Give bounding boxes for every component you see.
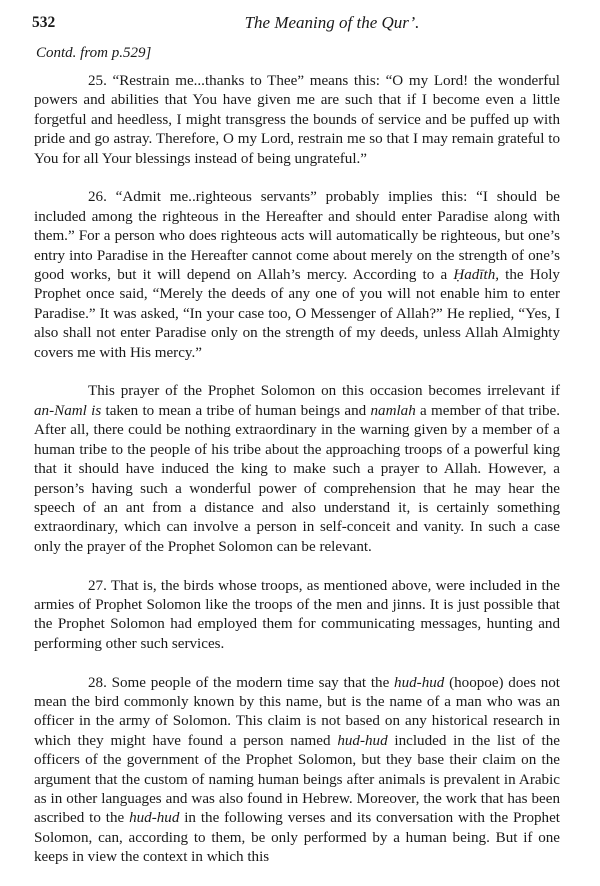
commentary-text: [34, 72, 560, 868]
page-header: [32, 14, 572, 36]
hud-hud-term: hud-hud: [394, 674, 445, 691]
note-text: included in the list of the officers of the government of the Prophet Solomon, but they base their claim on the argument that the custom of naming human beings after animals is prevalent in Arabic as in other languages and was also found in Hebrew. Moreover, the work that has been ascribed to the: [34, 732, 560, 827]
note-text: the Holy Prophet once said, “Merely the deeds of any one of you will not enable him to enter Paradise.” It was asked, “In your case too, O Messenger of Allah?” He replied, “Yes, I also shall not enter Paradise only on the strength of my deeds, unless Allah Almighty covers me with His mercy.”: [34, 267, 560, 361]
an-naml-term: an-Naml: [34, 402, 87, 419]
running-title: The Meaning of the Qur’.: [244, 13, 420, 32]
page-number: 532: [32, 14, 56, 31]
note-26-continued: [34, 382, 560, 557]
note-25: [34, 72, 560, 169]
continuation-note: Contd. from p.529]: [36, 45, 152, 61]
note-text: 26. “Admit me..righteous servants” probably implies this: “I should be included among the righteous in the Hereafter and should enter Paradise along with them.” For a person who does righteous acts will automatically be righteous, but one’s entry into Paradise in the Hereafter cannot come about merely on the strength of one’s good works, but it will depend on Allah’s mercy. According to a: [34, 189, 560, 284]
note-28: [34, 674, 560, 868]
hud-hud-term: hud-hud: [129, 810, 180, 827]
is-term: is: [86, 402, 102, 419]
note-text: 25. “Restrain me...thanks to Thee” means this: “O my Lord! the wonderful powers and abilities that You have given me are such that if I become even a little forgetful and heedless, I might transgress the bounds of service and be puffed up with pride and go astray. Therefore, O my Lord, restrain me so that I may remain grateful to You for all Your blessings instead of being ungrateful.”: [34, 73, 560, 167]
note-text: a member of that tribe. After all, there could be nothing extraordinary in the warning given by a member of a human tribe to the people of his tribe about the approaching troops of a powerful king that it should have induced the king to make such a prayer to Allah. However, a person’s having such a wonderful power of comprehension that he may hear the speech of an ant from a distance and also understand it, is certainly something extraordinary, which can involve a person in self-conceit and vanity. In such a case only the prayer of the Prophet Solomon can be relevant.: [34, 402, 561, 555]
note-text: 27. That is, the birds whose troops, as mentioned above, were included in the armies of Prophet Solomon like the troops of the men and jinns. It is just possible that the Prophet Solomon had employed them for communicating messages, hunting and performing other such services.: [34, 577, 560, 652]
hud-hud-term: hud-hud: [337, 732, 388, 749]
namlah-term: namlah: [370, 402, 416, 419]
note-26: [34, 188, 560, 363]
note-text: taken to mean a tribe of human beings and: [101, 402, 371, 419]
note-27: [34, 577, 560, 655]
note-text: 28. Some people of the modern time say that the: [88, 674, 395, 691]
note-text: This prayer of the Prophet Solomon on this occasion becomes irrelevant if: [88, 383, 560, 400]
note-text: (hoopoe) does not mean the bird commonly known by this name, but is the name of a man who was an officer in the army of Solomon. This claim is not based on any historical research in which they might have found a person named: [34, 674, 561, 749]
note-text: in the following verses and its conversation with the Prophet Solomon, can, according to them, be only performed by a human being. But if one keeps in view the context in which this: [34, 810, 560, 866]
hadith-term: Ḥadīth,: [453, 267, 500, 284]
